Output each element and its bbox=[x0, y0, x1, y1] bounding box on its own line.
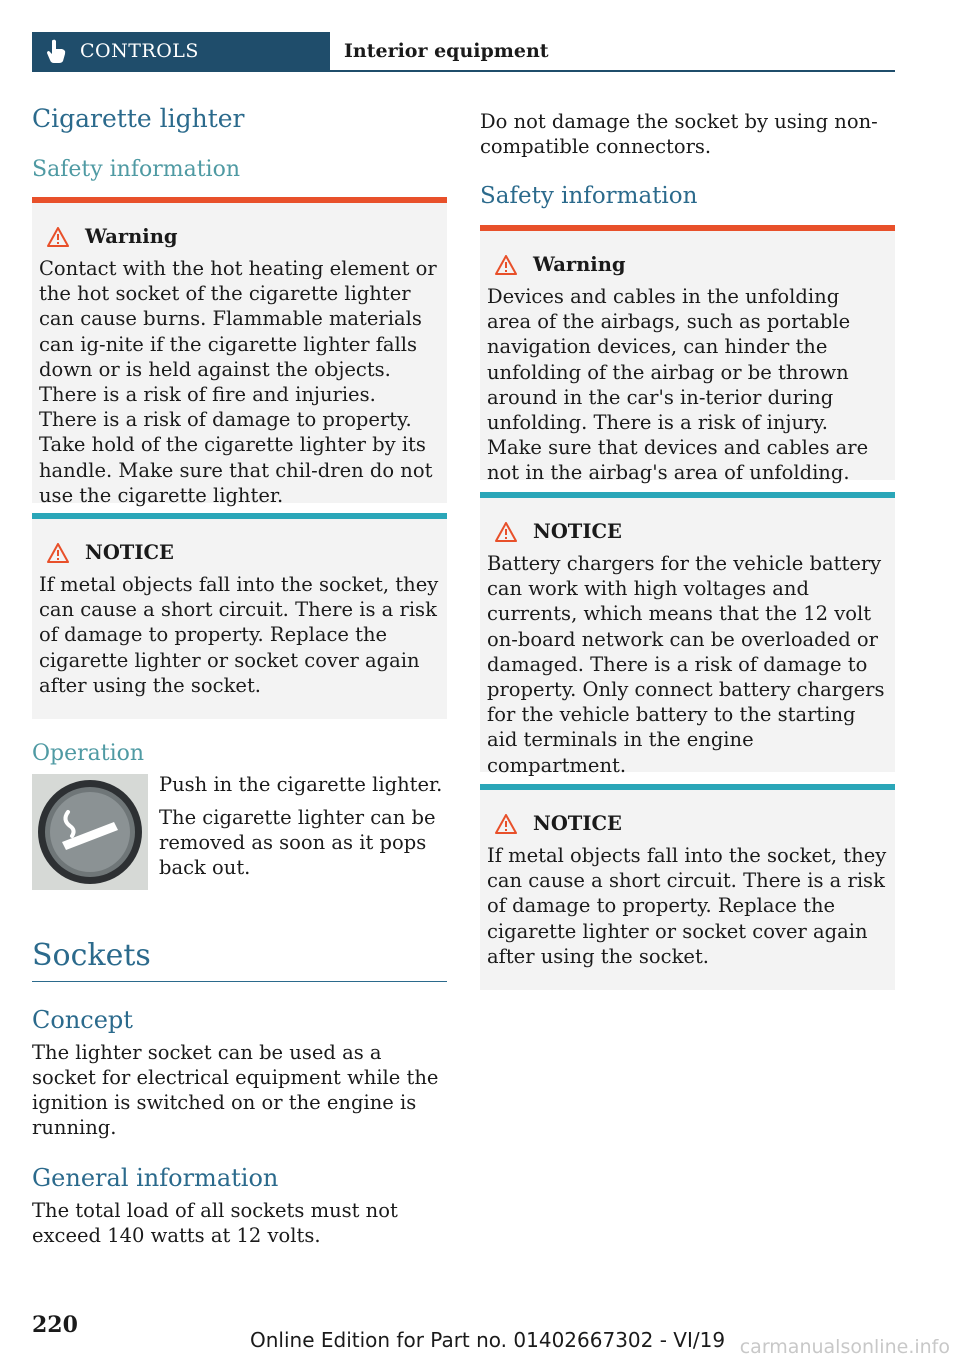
sockets-heading-block bbox=[32, 938, 447, 982]
warning-text: Contact with the hot heating element or the hot socket of the cigarette lighter can cause burns. Flammable materials can ig-nite if the cigarette lighter falls down or is held against the objects. There is a risk of fire and injuries. There is a risk of damage to property. Take hold of the cigarette lighter by its handle. Make sure that chil-dren do not use the cigarette lighter. bbox=[39, 257, 437, 507]
sockets-heading: Sockets bbox=[32, 938, 151, 973]
chapter-title: Interior equipment bbox=[344, 40, 549, 62]
operation-step-2: The cigarette lighter can be removed as soon as it pops back out. bbox=[159, 806, 436, 879]
watermark: carmanualsonline.info bbox=[739, 1336, 950, 1358]
notice-box bbox=[32, 513, 447, 719]
socket-notice-label: NOTICE bbox=[533, 812, 622, 835]
general-info-text: The total load of all sockets must not exceed 140 watts at 12 volts. bbox=[32, 1199, 398, 1247]
battery-notice-text: Battery chargers for the vehicle battery can work with high voltages and currents, which means that the 12 volt on-board network can be overloaded or damaged. There is a risk of damage to property. Only connect battery chargers for the vehicle battery to the starting aid terminals in the engine compartment. bbox=[487, 552, 885, 777]
footer-edition: Online Edition for Part no. 01402667302 - VI/19 bbox=[250, 1328, 726, 1352]
warning-triangle-icon bbox=[495, 814, 517, 834]
airbag-warning-label: Warning bbox=[533, 253, 626, 276]
intro-text: Do not damage the socket by using non-compatible connectors. bbox=[480, 110, 878, 158]
warning-box bbox=[32, 197, 447, 507]
warning-title bbox=[39, 225, 439, 248]
notice-label: NOTICE bbox=[85, 541, 174, 564]
warning-triangle-icon bbox=[495, 522, 517, 542]
page-number: 220 bbox=[32, 1312, 78, 1338]
operation-heading: Operation bbox=[32, 741, 145, 766]
warning-triangle-icon bbox=[495, 255, 517, 275]
socket-notice-title bbox=[487, 812, 887, 835]
airbag-warning-title bbox=[487, 253, 887, 276]
socket-notice-box bbox=[480, 784, 895, 990]
concept-text: The lighter socket can be used as a socket for electrical equipment while the ignition is switched on or the engine is running. bbox=[32, 1041, 439, 1139]
warning-triangle-icon bbox=[47, 543, 69, 563]
section-tab bbox=[32, 32, 330, 70]
airbag-warning-box bbox=[480, 225, 895, 485]
cigarette-lighter-heading: Cigarette lighter bbox=[32, 104, 245, 133]
battery-notice-box bbox=[480, 492, 895, 777]
socket-notice-text: If metal objects fall into the socket, they can cause a short circuit. There is a risk of damage to property. Replace the cigarette lighter or socket cover again after using the socket. bbox=[487, 844, 887, 968]
notice-text: If metal objects fall into the socket, they can cause a short circuit. There is a risk of damage to property. Replace the cigarette lighter or socket cover again after using the socket. bbox=[39, 573, 439, 697]
page-header bbox=[32, 32, 895, 72]
cigarette-lighter-button-image bbox=[32, 774, 148, 890]
safety-info-heading-right: Safety information bbox=[480, 183, 698, 209]
safety-info-heading: Safety information bbox=[32, 157, 240, 182]
operation-text bbox=[159, 774, 447, 890]
operation-row bbox=[32, 774, 447, 890]
pointing-hand-icon bbox=[42, 37, 70, 65]
general-info-heading: General information bbox=[32, 1164, 279, 1192]
section-title: CONTROLS bbox=[80, 40, 199, 62]
battery-notice-label: NOTICE bbox=[533, 520, 622, 543]
warning-triangle-icon bbox=[47, 227, 69, 247]
airbag-warning-text: Devices and cables in the unfolding area of the airbags, such as portable navigation devices, can hinder the unfolding of the airbag or be thrown around in the car's in-terior during unfolding. There is a risk of injury. Make sure that devices and cables are not in the airbag's area of unfolding. bbox=[487, 285, 869, 485]
battery-notice-title bbox=[487, 520, 887, 543]
concept-heading: Concept bbox=[32, 1006, 133, 1034]
notice-title bbox=[39, 541, 439, 564]
operation-step-1: Push in the cigarette lighter. bbox=[159, 773, 443, 796]
right-column bbox=[480, 104, 895, 990]
left-column bbox=[32, 104, 447, 1248]
warning-label: Warning bbox=[85, 225, 178, 248]
